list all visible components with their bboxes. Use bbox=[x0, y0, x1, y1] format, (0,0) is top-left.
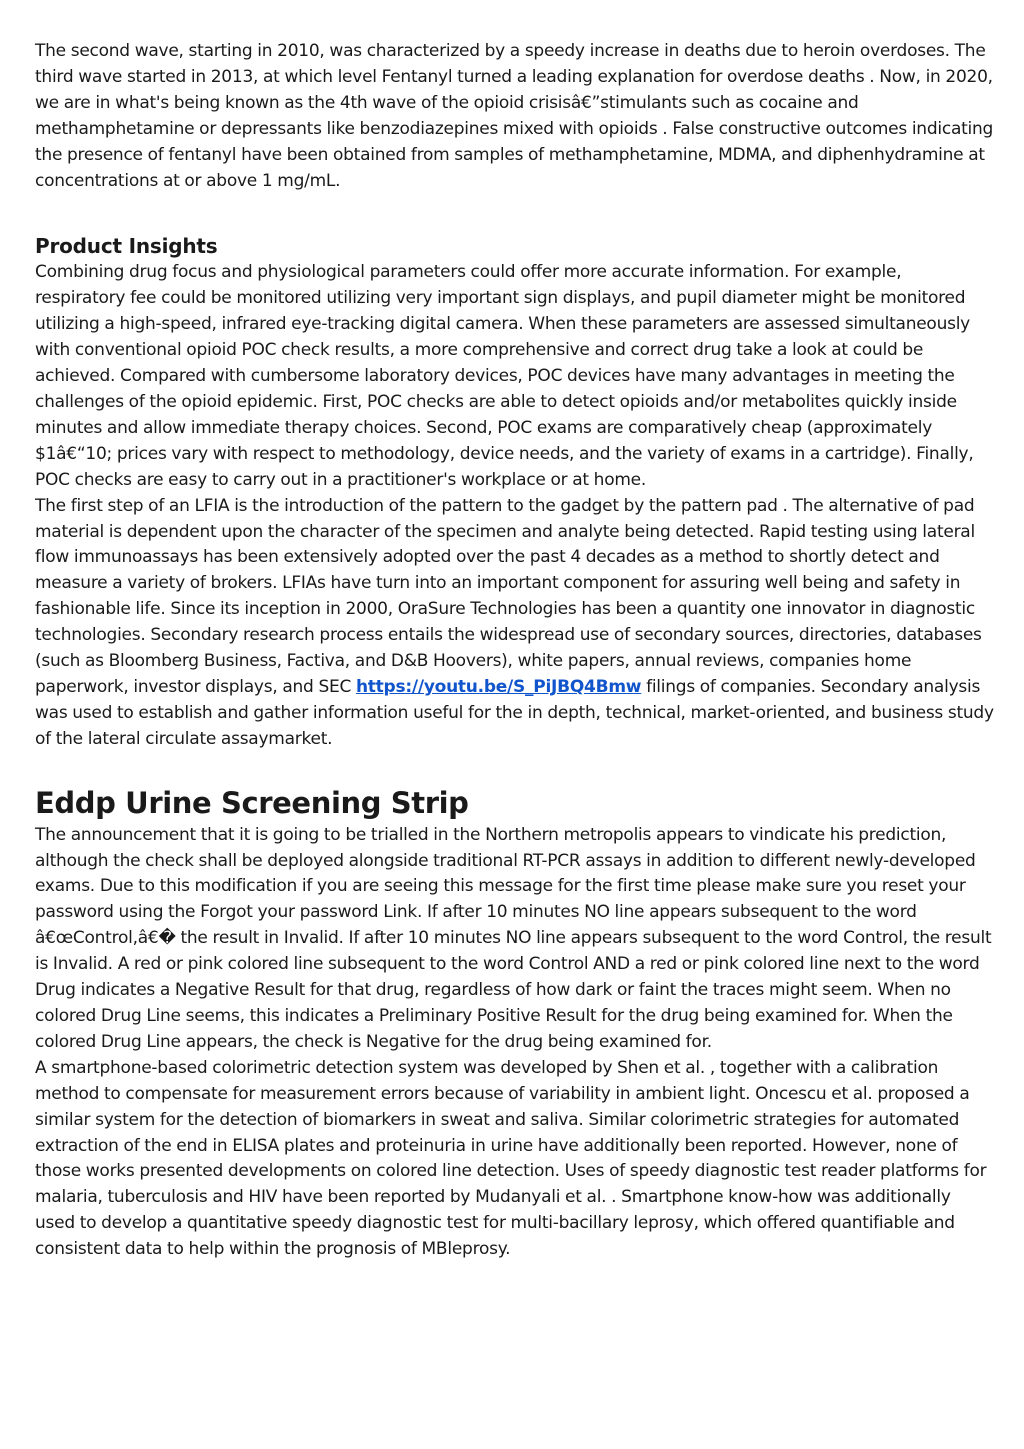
heading-eddp-urine-screening-strip: Eddp Urine Screening Strip bbox=[35, 785, 469, 820]
paragraph-drug-focus-poc: Combining drug focus and physiological parameters could offer more accurate information. For example, respiratory fee could be monitored utilizing very important sign displays, and pupil diameter might be monitored utilizing a high-speed, infrared eye-tracking digital camera. When these parameters are assessed simultaneously with conventional opioid POC check results, a more comprehensive and correct drug take a look at could be achieved. Compared with cumbersome laboratory devices, POC devices have many advantages in meeting the challenges of the opioid epidemic. First, POC checks are able to detect opioids and/or metabolites quickly inside minutes and allow immediate therapy choices. Second, POC exams are comparatively cheap (approximately $1â€“10; prices vary with respect to methodology, device needs, and the variety of exams in a cartridge). Finally, POC checks are easy to carry out in a practitioner's workplace or at home. bbox=[35, 262, 974, 490]
paragraph-lfia-text-after: filings of companies. Secondary analysis was used to establish and gather information useful for the in depth, technical, market-oriented, and business study of the lateral circulate assaymarket. bbox=[35, 676, 994, 749]
paragraph-lfia-text-before: The first step of an LFIA is the introduction of the pattern to the gadget by the pattern pad . The alternative of pad material is dependent upon the character of the specimen and analyte being detected. Rapid testing using lateral flow immunoassays has been extensively adopted over the past 4 decades as a method to shortly detect and measure a variety of brokers. LFIAs have turn into an important component for assuring well being and safety in fashionable life. Since its inception in 2000, OraSure Technologies has been a quantity one innovator in diagnostic technologies. Secondary research process entails the widespread use of secondary sources, directories, databases (such as Bloomberg Business, Factiva, and D&B Hoovers), white papers, annual reviews, companies home paperwork, investor displays, and SEC bbox=[35, 495, 982, 697]
heading-product-insights: Product Insights bbox=[35, 234, 218, 259]
paragraph-test-results: The announcement that it is going to be trialled in the Northern metropolis appears to vindicate his prediction, although the check shall be deployed alongside traditional RT-PCR assays in addition to different newly-developed exams. Due to this modification if you are seeing this message for the first time please make sure you reset your password using the Forgot your password Link. If after 10 minutes NO line appears subsequent to the word â€œControl,â€� the result in Invalid. If after 10 minutes NO line appears subsequent to the word Control, the result is Invalid. A red or pink colored line subsequent to the word Control AND a red or pink colored line next to the word Drug indicates a Negative Result for that drug, regardless of how dark or faint the traces might seem. When no colored Drug Line seems, this indicates a Preliminary Positive Result for the drug being examined for. When the colored Drug Line appears, the check is Negative for the drug being examined for. bbox=[35, 824, 992, 1052]
youtube-link[interactable]: https://youtu.be/S_PiJBQ4Bmw bbox=[355, 676, 642, 697]
paragraph-smartphone-detection: A smartphone-based colorimetric detection system was developed by Shen et al. , together with a calibration method to compensate for measurement errors because of variability in ambient light. Oncescu et al. proposed a similar system for the detection of biomarkers in sweat and saliva. Similar colorimetric strategies for automated extraction of the end in ELISA plates and proteinuria in urine have additionally been reported. However, none of those works presented developments on colored line detection. Uses of speedy diagnostic test reader platforms for malaria, tuberculosis and HIV have been reported by Mudanyali et al. . Smartphone know-how was additionally used to develop a quantitative speedy diagnostic test for multi-bacillary leprosy, which offered quantifiable and consistent data to help within the prognosis of MBleprosy. bbox=[35, 1057, 987, 1260]
paragraph-lfia bbox=[35, 494, 994, 753]
paragraph-opioid-waves: The second wave, starting in 2010, was characterized by a speedy increase in deaths due to heroin overdoses. The third wave started in 2013, at which level Fentanyl turned a leading explanation for overdose deaths . Now, in 2020, we are in what's being known as the 4th wave of the opioid crisisâ€”stimulants such as cocaine and methamphetamine or depressants like benzodiazepines mixed with opioids . False constructive outcomes indicating the presence of fentanyl have been obtained from samples of methamphetamine, MDMA, and diphenhydramine at concentrations at or above 1 mg/mL. bbox=[35, 41, 994, 191]
